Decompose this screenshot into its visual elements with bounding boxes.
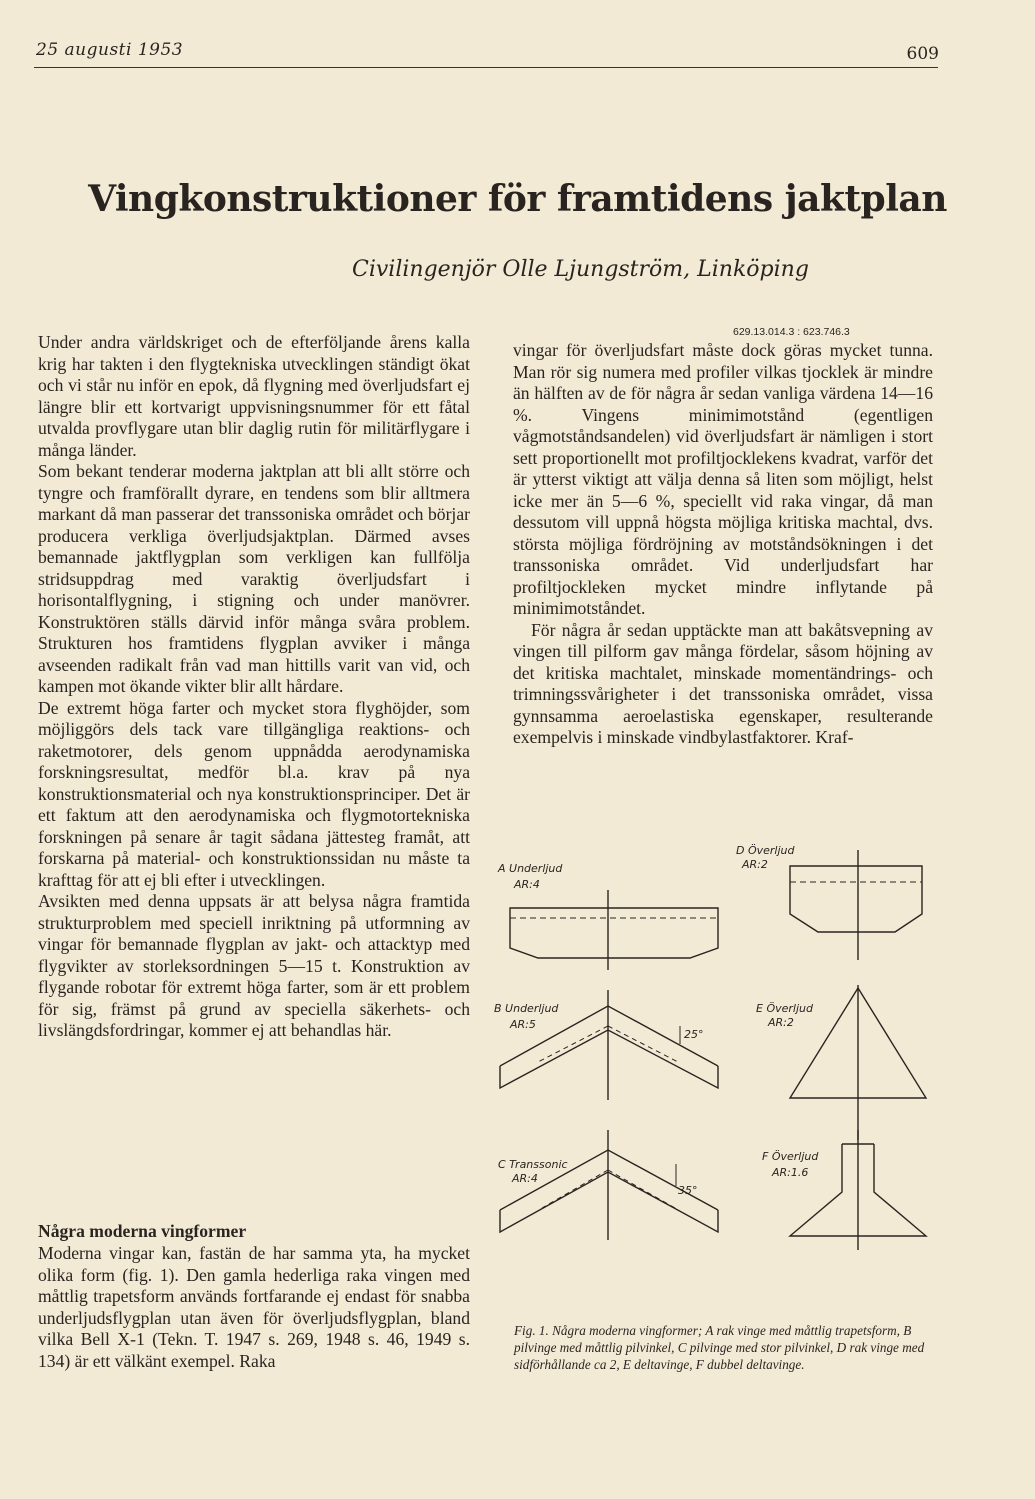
article-byline: Civilingenjör Olle Ljungström, Linköping [352,257,809,282]
wing-planform-figure [490,830,940,1250]
label-a-name: A Underljud [498,862,563,875]
label-f-ar: AR:1.6 [772,1166,809,1179]
wing-diagrams [490,830,940,1250]
label-b-name: B Underljud [494,1002,559,1015]
label-a-ar: AR:4 [514,878,540,891]
paragraph: Avsikten med denna uppsats är att belysa några framtida strukturproblem med speciell inriktning på utformning av vingar för bemannade flygplan av jakt- och attacktyp med flygvikter av storleksordningen 5—15 t. Konstruktion av flygande robotar för extremt höga farter, som är ett problem för sig, främst på grund av speciella säkerhets- och livslängdsfordringar, kommer ej att behandlas här. [38,891,470,1040]
label-c-ar: AR:4 [512,1172,538,1185]
figure-caption: Fig. 1. Några moderna vingformer; A rak vinge med måttlig trapetsform, B pilvinge med måttlig pilvinkel, C pilvinge med stor pilvinkel, D rak vinge med sidförhållande ca 2, E deltavinge, F dubbel deltavinge. [514,1323,925,1372]
left-column-section [38,1243,470,1372]
label-f-name: F Överljud [762,1150,819,1163]
paragraph: För några år sedan upptäckte man att bakåtsvepning av vingen till pilform gav många fördelar, såsom höjning av det kritiska machtalet, minskade momentändrings- och trimningssvårigheter i det transsoniska området, vissa gynnsamma aeroelastiska egenskaper, resulterande exempelvis i minskade vindbylastfaktorer. Kraf- [513,619,933,747]
wing-d-straight-low-ar [790,850,922,960]
paragraph: Moderna vingar kan, fastän de har samma yta, ha mycket olika form (fig. 1). Den gamla hederliga raka vingen med måttlig trapetsform används fortfarande ej endast för snabba underljudsflygplan utan även för överljudsflygplan, bland vilka Bell X-1 (Tekn. T. 1947 s. 269, 1948 s. 46, 1949 s. 134) är ett välkänt exempel. Raka [38,1243,470,1371]
wing-a-straight [510,890,718,970]
paragraph: Under andra världskriget och de efterföljande årens kalla krig har takten i den flygtekniska utvecklingen ständigt ökat och vi står nu inför en epok, då flygning med överljudsfart ej längre blir ett kortvarigt uppvisningsnummer för ett fåtal utvalda provflygare utan blir daglig rutin för militärflygare i många länder. [38,332,470,460]
section-heading: Några moderna vingformer [38,1221,247,1241]
paragraph: De extremt höga farter och mycket stora flyghöjder, som möjliggörs dels tack vare tillgängliga reaktions- och raketmotorer, dels genom uppnådda aerodynamiska forskningsresultat, medför bl.a. krav på nya konstruktionsmaterial och nya konstruktionsprinciper. Det är ett faktum att den aerodynamiska och flygmotortekniska forskningen på senare år tagit sådana jättesteg framåt, att forskarna på material- och konstruktionssidan nu måste ta krafttag för att ej bli efter i utvecklingen. [38,697,470,890]
udc-classification: 629.13.014.3 : 623.746.3 [733,326,850,338]
label-b-ar: AR:5 [510,1018,536,1031]
wing-f-double-delta [790,1130,926,1250]
left-column [38,332,470,1042]
header-divider [34,67,938,68]
paragraph: Som bekant tenderar moderna jaktplan att bli allt större och tyngre och framförallt dyrare, en tendens som blir alltmera markant då man passerar det transsoniska området och börjar producera verkliga överljudsjaktplan. Därmed avses bemannade jaktflygplan som verkligen kan fullfölja stridsuppdrag med varaktig överljudsfart i horisontalflygning, i stigning och under manövrer. Konstruktören ställs därvid inför många svåra problem. Strukturen hos framtidens flygplan avviker i många avseenden radikalt från vad man hittills varit van vid, och kampen mot ökande vikter blir allt hårdare. [38,461,470,696]
label-b-angle: 25° [684,1028,704,1041]
label-e-ar: AR:2 [768,1016,794,1029]
label-c-angle: 35° [678,1184,698,1197]
label-d-name: D Överljud [736,844,795,857]
label-d-ar: AR:2 [742,858,768,871]
paragraph: vingar för överljudsfart måste dock göras mycket tunna. Man rör sig numera med profiler vilkas tjocklek är mindre än hälften av de för några år sedan vanliga värdena 14—16 %. Vingens minimimotstånd (egentligen vågmotståndsandelen) vid överljudsfart är nämligen i stort sett proportionellt mot profiltjocklekens kvadrat, varför det är ytterst viktigt att välja denna så liten som möjligt, helst icke mer än 5—6 %, speciellt vid raka vingar, då man dessutom vill uppnå högsta möjliga kritiska machtal, dvs. största möjliga fördröjning av motståndsökningen i det transsoniska området. Vid underljudsfart har profiltjockleken mycket mindre inflytande på minimimotståndet. [513,340,933,618]
page-number: 609 [906,44,939,64]
right-column [513,340,933,749]
label-e-name: E Överljud [756,1002,813,1015]
issue-date: 25 augusti 1953 [36,40,184,60]
label-c-name: C Transsonic [498,1158,568,1171]
article-title: Vingkonstruktioner för framtidens jaktplan [88,178,947,220]
